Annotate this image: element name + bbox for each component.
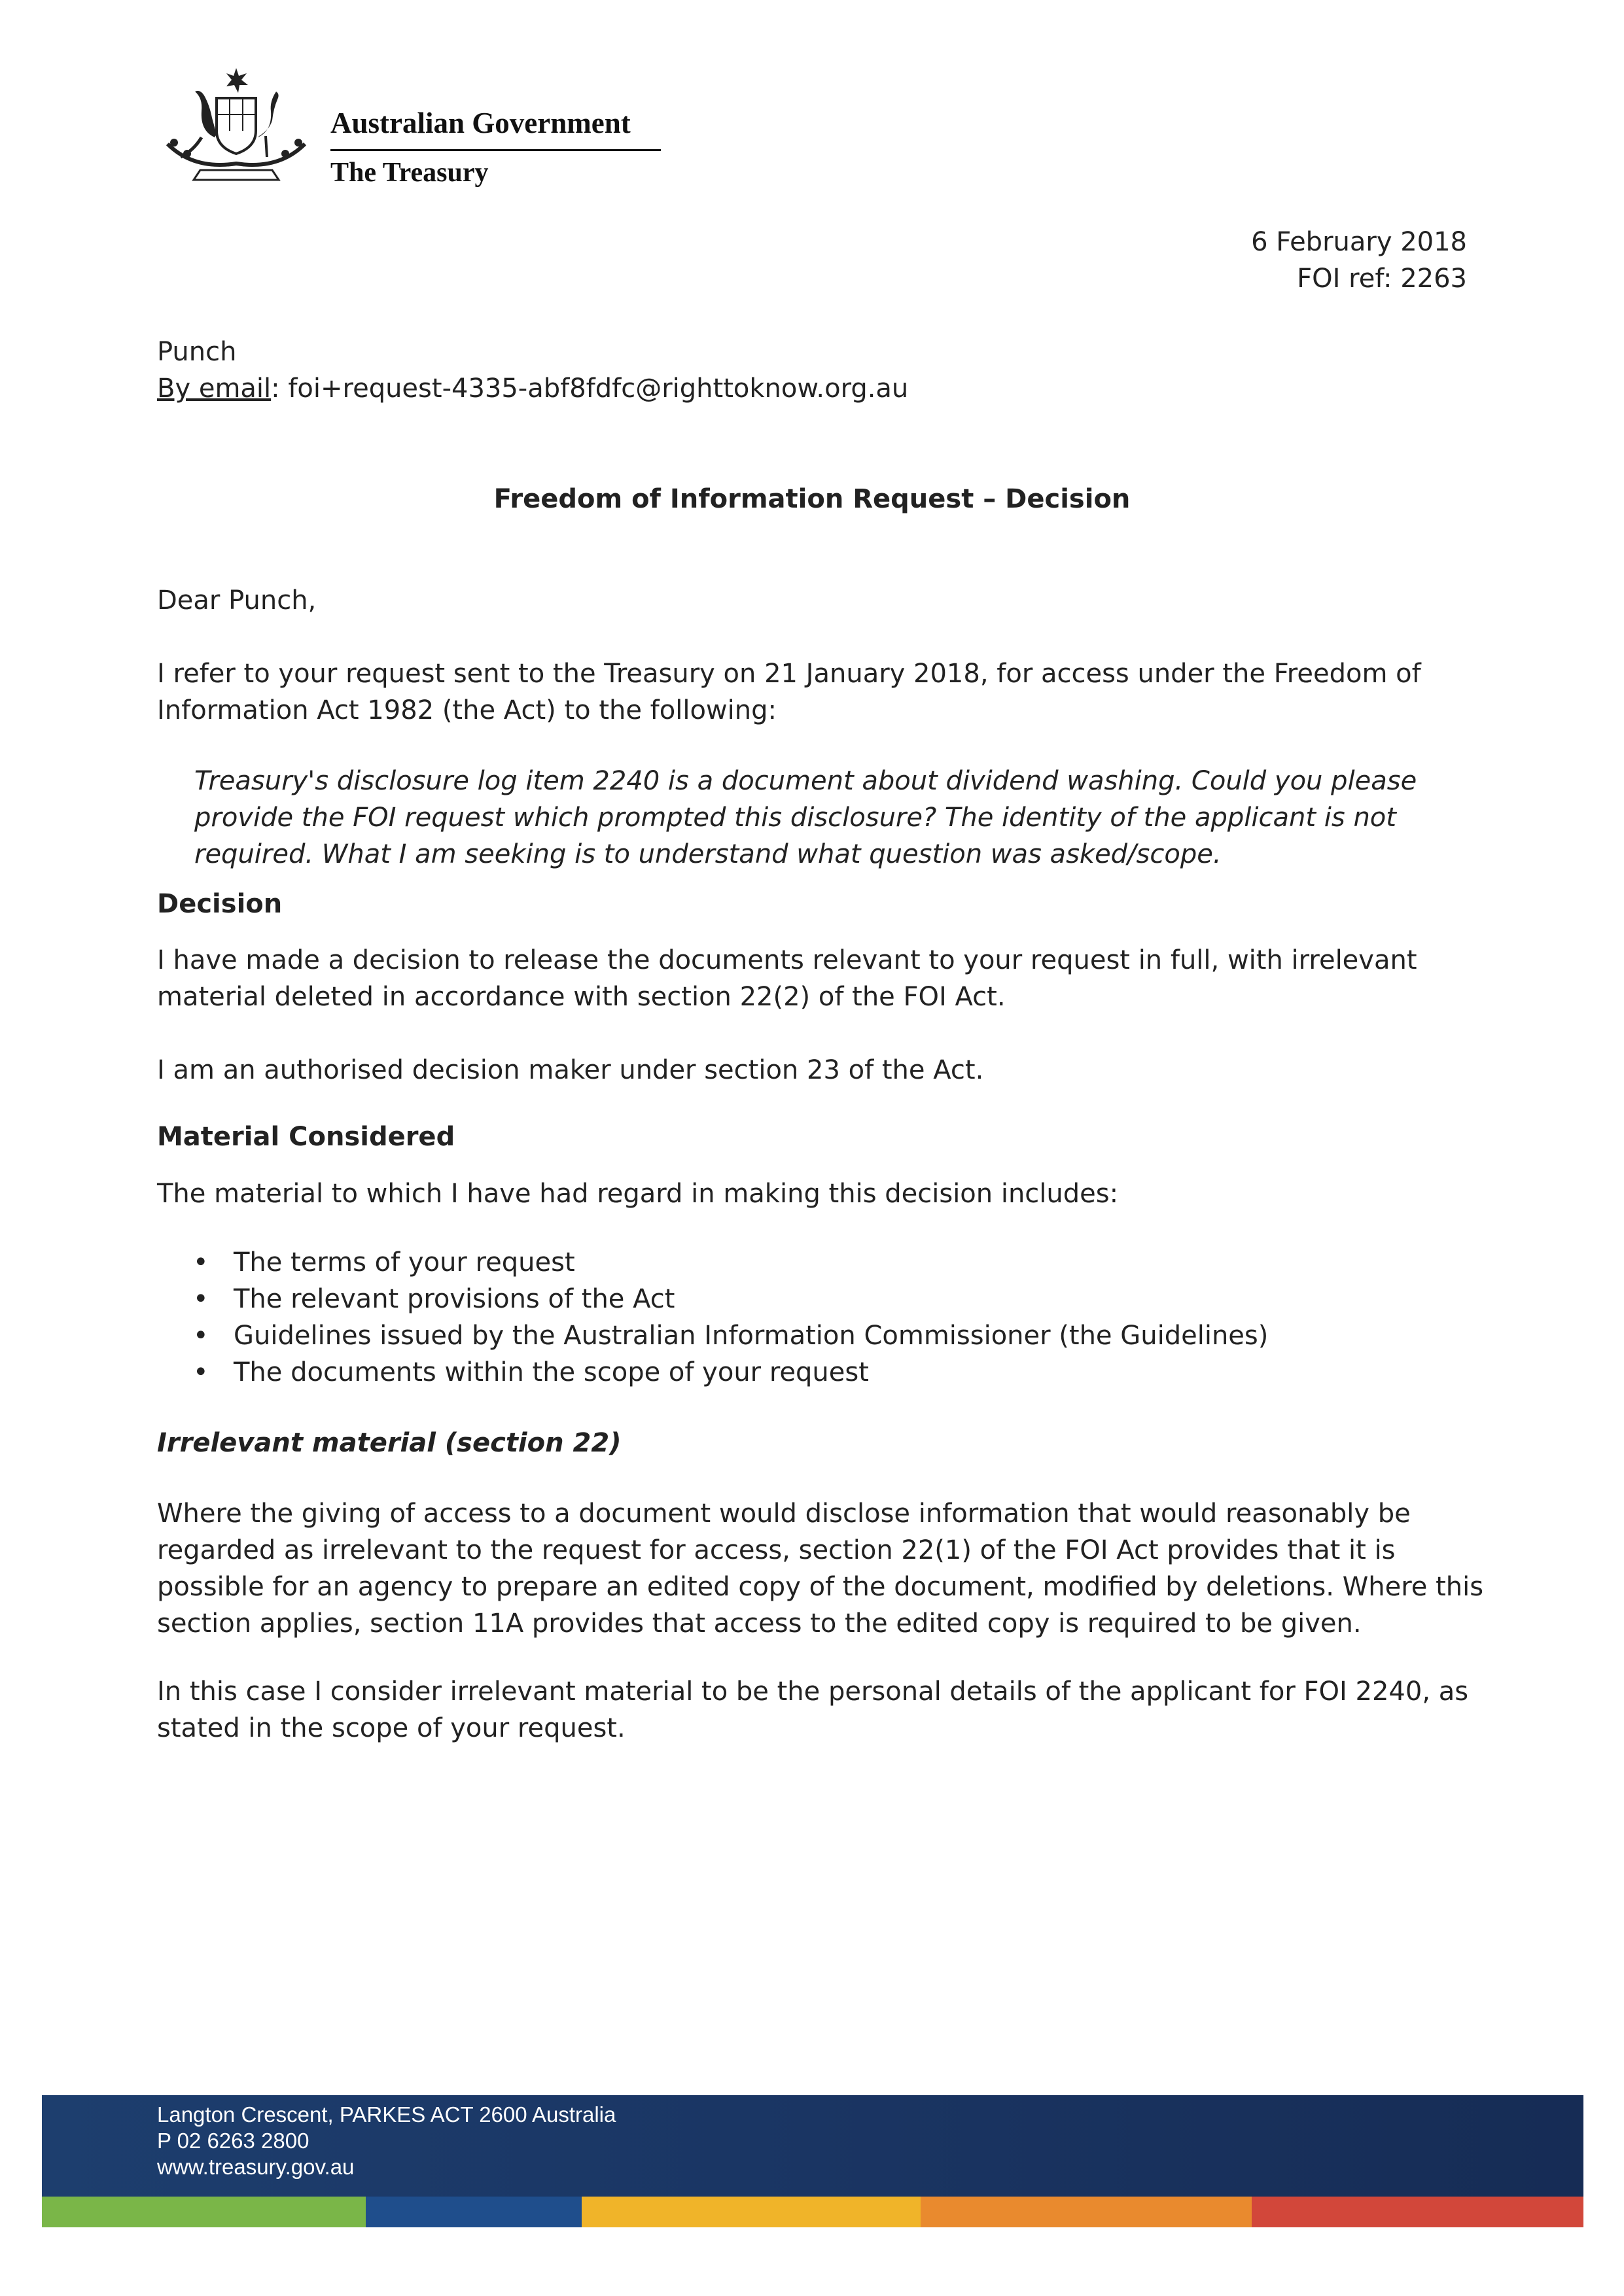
irrelevant-paragraph-2: In this case I consider irrelevant material to be the personal details of the applicant for FOI 2240, as stated in the scope of your request. bbox=[157, 1677, 1469, 1743]
date-block bbox=[1251, 224, 1467, 297]
footer-stripe bbox=[1252, 2197, 1583, 2227]
material-intro: The material to which I have had regard in making this decision includes: bbox=[157, 1179, 1119, 1209]
footer-stripe bbox=[42, 2197, 366, 2227]
material-heading: Material Considered bbox=[157, 1122, 455, 1152]
letter-date: 6 February 2018 bbox=[1251, 227, 1467, 257]
request-quote: Treasury's disclosure log item 2240 is a document about dividend washing. Could you please provide the FOI request which prompted this disclosure? The identity of the applicant is not required. What I am seeking is to understand what question was asked/scope. bbox=[194, 766, 1417, 869]
list-item: • The documents within the scope of your request bbox=[157, 1354, 1466, 1391]
recipient-name: Punch bbox=[157, 337, 237, 367]
recipient-email: : foi+request-4335-abf8fdfc@righttoknow.org.au bbox=[271, 374, 909, 404]
footer-phone: P 02 6263 2800 bbox=[157, 2129, 309, 2153]
authorised-paragraph: I am an authorised decision maker under section 23 of the Act. bbox=[157, 1055, 984, 1085]
material-list bbox=[157, 1244, 1466, 1391]
government-name: Australian Government bbox=[330, 107, 631, 139]
australian-coat-of-arms-icon bbox=[154, 65, 318, 196]
list-item: • The terms of your request bbox=[157, 1244, 1466, 1281]
recipient-email-line bbox=[157, 370, 908, 407]
footer-stripe bbox=[921, 2197, 1252, 2227]
letterhead-divider bbox=[330, 149, 661, 151]
salutation: Dear Punch, bbox=[157, 585, 317, 616]
bullet: • bbox=[193, 1321, 209, 1351]
footer-contact bbox=[157, 2102, 616, 2180]
department-name: The Treasury bbox=[330, 158, 489, 188]
irrelevant-paragraph-1: Where the giving of access to a document would disclose information that would reasonably be regarded as irrelevant to the request for access, section 22(1) of the FOI Act provides that it is possible for an agency to prepare an edited copy of the document, modified by deletions. Where this section applies, section 11A provides that access to the edited copy is required to be given. bbox=[157, 1499, 1484, 1639]
list-item: • The relevant provisions of the Act bbox=[157, 1281, 1466, 1317]
bullet: • bbox=[193, 1284, 209, 1314]
irrelevant-heading: Irrelevant material (section 22) bbox=[157, 1428, 622, 1458]
footer-stripe bbox=[366, 2197, 582, 2227]
footer-website[interactable]: www.treasury.gov.au bbox=[157, 2155, 355, 2179]
recipient-block bbox=[157, 334, 908, 407]
intro-paragraph: I refer to your request sent to the Treasury on 21 January 2018, for access under the Freedom of Information Act 1982 (the Act) to the following: bbox=[157, 659, 1421, 725]
footer-address: Langton Crescent, PARKES ACT 2600 Australia bbox=[157, 2102, 616, 2127]
bullet: • bbox=[193, 1247, 209, 1278]
decision-heading: Decision bbox=[157, 889, 283, 919]
foi-reference: FOI ref: 2263 bbox=[1297, 264, 1467, 294]
footer-colour-stripes bbox=[42, 2197, 1583, 2227]
decision-paragraph: I have made a decision to release the documents relevant to your request in full, with irrelevant material deleted in accordance with section 22(2) of the FOI Act. bbox=[157, 945, 1417, 1012]
footer-stripe bbox=[582, 2197, 921, 2227]
by-email-label: By email bbox=[157, 374, 272, 404]
subject-heading: Freedom of Information Request – Decision bbox=[493, 484, 1131, 514]
list-item: • Guidelines issued by the Australian Information Commissioner (the Guidelines) bbox=[157, 1317, 1466, 1354]
bullet: • bbox=[193, 1357, 209, 1387]
